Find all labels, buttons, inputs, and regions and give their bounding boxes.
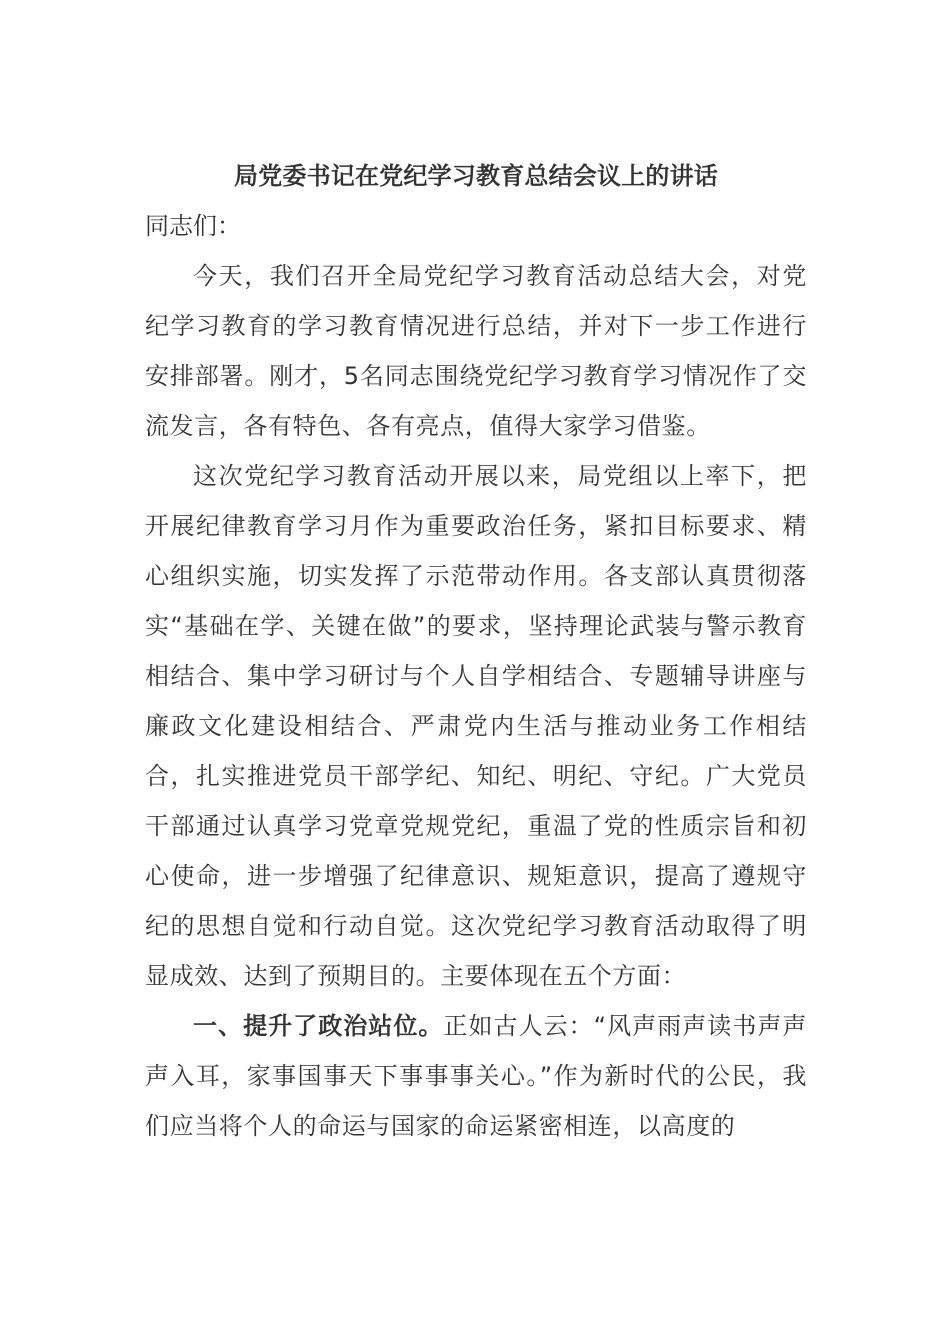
document-body: [145, 152, 807, 1151]
section-heading: 一、提升了政治站位。: [193, 1012, 444, 1040]
paragraph-opening: [145, 251, 807, 451]
salutation: 同志们：: [145, 212, 241, 240]
paragraph-text: 今天，我们召开全局党纪学习教育活动总结大会，对党纪学习教育的学习教育情况进行总结，并对下一步工作进行安排部署。刚才，5名同志围绕党纪学习教育学习情况作了交流发言，各有特色、各有亮点，值得大家学习借鉴。: [145, 262, 807, 440]
paragraph-point-one: [145, 1001, 807, 1151]
document-title: 局党委书记在党纪学习教育总结会议上的讲话: [234, 162, 718, 190]
paragraph-text: 这次党纪学习教育活动开展以来，局党组以上率下，把开展纪律教育学习月作为重要政治任务，紧扣目标要求、精心组织实施，切实发挥了示范带动作用。各支部认真贯彻落实“基础在学、关键在做”的要求，坚持理论武装与警示教育相结合、集中学习研讨与个人自学相结合、专题辅导讲座与廉政文化建设相结合、严肃党内生活与推动业务工作相结合，扎实推进党员干部学纪、知纪、明纪、守纪。广大党员干部通过认真学习党章党规党纪，重温了党的性质宗旨和初心使命，进一步增强了纪律意识、规矩意识，提高了遵规守纪的思想自觉和行动自觉。这次党纪学习教育活动取得了明显成效、达到了预期目的。主要体现在五个方面：: [145, 462, 807, 990]
paragraph-summary: [145, 451, 807, 1001]
paragraph-text: 正如古人云：“风声雨声读书声声声入耳，家事国事天下事事事关心。”作为新时代的公民，我们应当将个人的命运与国家的命运紧密相连，以高度的: [145, 1012, 808, 1140]
